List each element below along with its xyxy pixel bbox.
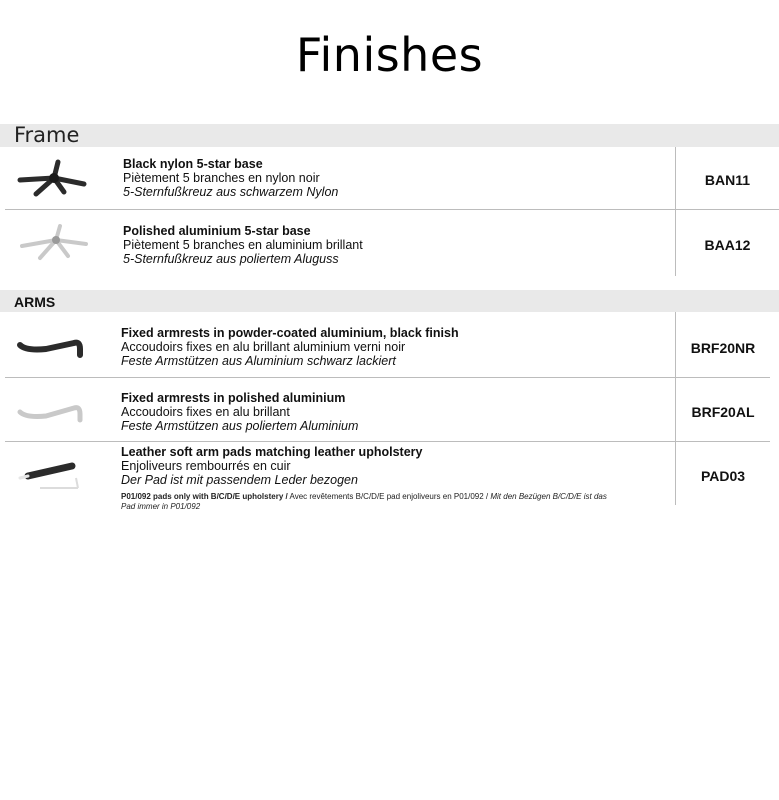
description-en: Polished aluminium 5-star base (123, 224, 311, 238)
finish-description (121, 326, 459, 368)
finish-code: BRF20AL (691, 404, 755, 420)
finish-code: BRF20NR (690, 340, 756, 356)
description-fr: Enjoliveurs rembourrés en cuir (121, 459, 291, 473)
finish-description (123, 224, 363, 266)
section-header-frame (0, 124, 779, 147)
leather-arm-pad-icon (18, 458, 84, 490)
description-en: Fixed armrests in polished aluminium (121, 391, 346, 405)
description-en: Leather soft arm pads matching leather upholstery (121, 445, 423, 459)
upholstery-note (121, 492, 621, 512)
polished-aluminium-base-icon (14, 220, 94, 270)
finish-row-pad03 (0, 442, 779, 512)
finish-description (121, 445, 422, 487)
description-en: Black nylon 5-star base (123, 157, 263, 171)
description-fr: Accoudoirs fixes en alu brillant (121, 405, 290, 419)
black-nylon-base-icon (14, 156, 94, 206)
black-armrest-icon (16, 325, 86, 361)
description-de: Der Pad ist mit passendem Leder bezogen (121, 473, 358, 487)
finish-row-brf20al (0, 378, 779, 441)
description-de: Feste Armstützen aus poliertem Aluminium (121, 419, 359, 433)
section-title-arms: ARMS (14, 294, 56, 310)
finish-row-baa12 (0, 210, 779, 276)
finish-code: PAD03 (700, 468, 746, 484)
finish-description (123, 157, 338, 199)
description-fr: Accoudoirs fixes en alu brillant aluminium verni noir (121, 340, 406, 354)
page-title: Finishes (295, 28, 484, 82)
description-de: 5-Sternfußkreuz aus poliertem Aluguss (123, 252, 339, 266)
section-header-arms (0, 290, 779, 312)
note-fr: Avec revêtements B/C/D/E pad enjoliveurs en P01/092 / (287, 492, 491, 501)
note-de: Mit den Bezügen B/C/D/E ist das Pad immer in P01/092 (121, 492, 607, 511)
finish-row-brf20nr (0, 313, 779, 377)
finish-code: BAN11 (704, 172, 751, 188)
description-fr: Piètement 5 branches en nylon noir (123, 171, 320, 185)
description-de: 5-Sternfußkreuz aus schwarzem Nylon (123, 185, 339, 199)
note-en: P01/092 pads only with B/C/D/E upholstery / (121, 492, 288, 501)
finish-row-ban11 (0, 148, 779, 209)
description-en: Fixed armrests in powder-coated aluminium, black finish (121, 326, 459, 340)
polished-armrest-icon (16, 392, 86, 428)
description-de: Feste Armstützen aus Aluminium schwarz lackiert (121, 354, 396, 368)
finish-description (121, 391, 358, 433)
section-title-frame: Frame (14, 123, 80, 147)
description-fr: Piètement 5 branches en aluminium brillant (123, 238, 363, 252)
finish-code: BAA12 (704, 237, 751, 253)
